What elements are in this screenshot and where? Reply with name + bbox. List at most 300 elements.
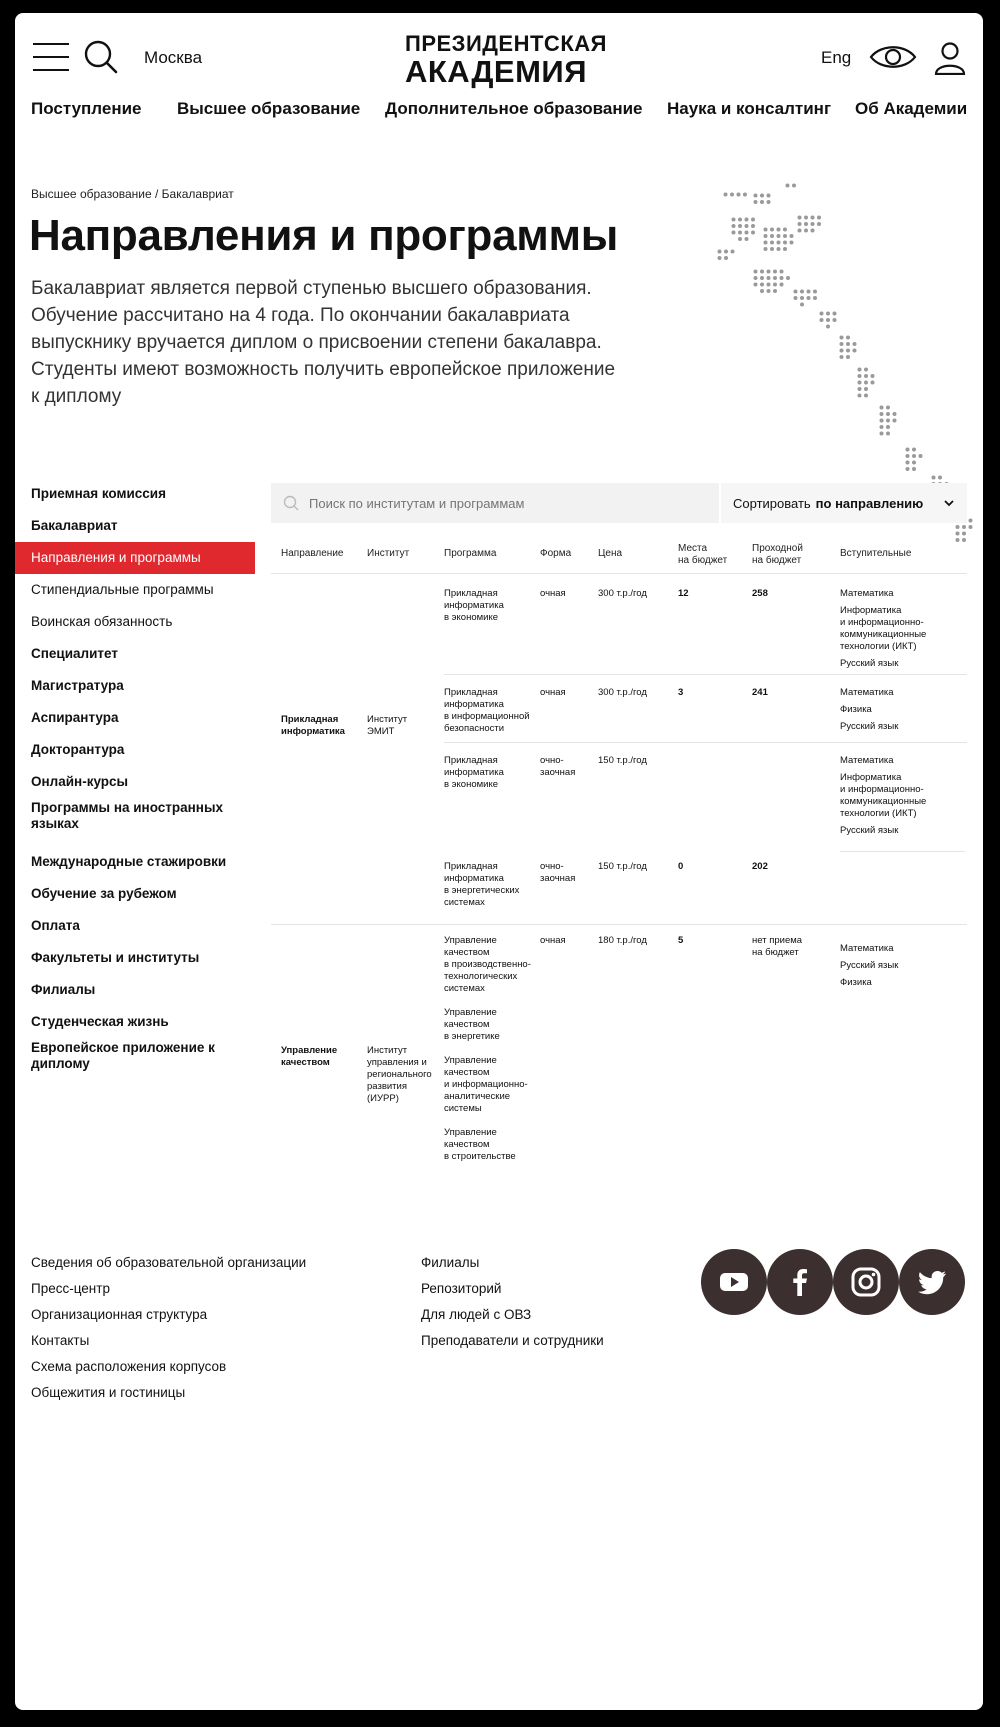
score-cell: 241	[752, 687, 768, 698]
map-dot	[906, 461, 910, 465]
map-dot	[932, 476, 936, 480]
footer-link[interactable]: Сведения об образовательной организации	[31, 1255, 307, 1270]
sidebar-item-directions[interactable]: Направления и программы	[15, 542, 255, 574]
places-cell: 3	[678, 687, 684, 698]
sidebar-item-branches[interactable]: Филиалы	[31, 982, 96, 997]
column-header-direction: Направление	[281, 548, 344, 559]
map-dot	[773, 283, 777, 287]
map-dot	[760, 283, 764, 287]
form-cell: очная	[540, 588, 566, 599]
map-dot	[786, 184, 790, 188]
map-dot	[912, 454, 916, 458]
cell-line: информатика	[444, 767, 504, 778]
page-frame	[15, 13, 983, 1710]
youtube-icon	[717, 1265, 751, 1299]
sort-label: Сортировать	[733, 495, 811, 511]
cell-line: и информационно-	[840, 617, 924, 628]
map-dot	[956, 525, 960, 529]
cell-line: информатика	[281, 726, 345, 737]
header-line: Места	[678, 543, 708, 554]
cell-line: технологических	[444, 971, 518, 982]
sidebar-item-internships[interactable]: Международные стажировки	[31, 854, 227, 869]
cell-line: Управление	[444, 1007, 497, 1018]
twitter-icon	[915, 1265, 949, 1299]
map-dot	[880, 406, 884, 410]
logo-line-1: ПРЕЗИДЕНТСКАЯ	[405, 31, 607, 56]
direction-cell	[281, 714, 345, 738]
map-dot	[864, 394, 868, 398]
divider	[271, 573, 967, 574]
cell-line: Физика	[840, 977, 872, 988]
map-dot	[792, 184, 796, 188]
sidebar-item-master[interactable]: Магистратура	[31, 678, 124, 693]
cell-line: коммуникационные	[840, 796, 927, 807]
map-dot	[745, 237, 749, 241]
map-dot	[800, 303, 804, 307]
map-dot	[780, 270, 784, 274]
map-dot	[880, 412, 884, 416]
map-dot	[846, 355, 850, 359]
cell-line: системах	[444, 897, 485, 908]
column-header-passing-score	[752, 543, 803, 567]
map-dot	[760, 194, 764, 198]
map-dot	[817, 216, 821, 220]
map-dot	[858, 394, 862, 398]
divider	[271, 924, 967, 925]
footer-link[interactable]: Контакты	[31, 1333, 90, 1348]
footer-link[interactable]: Преподаватели и сотрудники	[421, 1333, 604, 1348]
map-dot	[738, 218, 742, 222]
intro-line: Обучение рассчитано на 4 года. По окончании бакалавриата	[31, 305, 570, 326]
map-dot	[826, 325, 830, 329]
divider	[444, 674, 967, 675]
map-dot	[962, 538, 966, 542]
cell-line: качеством	[444, 1019, 490, 1030]
map-dot	[858, 368, 862, 372]
cell-line: Информатика	[840, 772, 902, 783]
map-dot	[811, 229, 815, 233]
map-dot	[938, 476, 942, 480]
chevron-down-icon	[943, 497, 955, 509]
map-dot	[745, 231, 749, 235]
price-cell: 150 т.р./год	[598, 861, 647, 872]
map-dot	[871, 374, 875, 378]
page-title: Направления и программы	[29, 211, 619, 260]
column-header-places	[678, 543, 727, 567]
map-dot	[798, 222, 802, 226]
footer-link[interactable]: Организационная структура	[31, 1307, 208, 1322]
map-dot	[807, 290, 811, 294]
cell-line: информатика	[444, 873, 504, 884]
map-dot	[731, 250, 735, 254]
sidebar-item-payment[interactable]: Оплата	[31, 918, 80, 933]
search-bar	[271, 483, 719, 523]
cell-line: Прикладная	[444, 588, 498, 599]
map-dot	[786, 276, 790, 280]
program-cell[interactable]	[444, 588, 504, 624]
facebook-icon	[783, 1265, 817, 1299]
menu-icon[interactable]	[33, 43, 69, 71]
map-dot	[767, 276, 771, 280]
cell-line: нет приема	[752, 935, 803, 946]
score-cell: 202	[752, 861, 768, 872]
cell-line: Информатика	[840, 605, 902, 616]
program-cell[interactable]	[444, 861, 519, 909]
map-dot	[760, 289, 764, 293]
map-dot	[840, 342, 844, 346]
cell-line: Математика	[840, 755, 894, 766]
map-dot	[912, 448, 916, 452]
cell-line: Институт	[367, 714, 408, 725]
cell-line: информатика	[444, 699, 504, 710]
facebook-button[interactable]	[767, 1249, 833, 1315]
cell-line: Институт	[367, 1045, 408, 1056]
map-dot	[804, 216, 808, 220]
cell-line: заочная	[540, 873, 576, 884]
sidebar-item-foreign-languages[interactable]: Программы на иностранных языках	[31, 800, 223, 831]
map-dot	[773, 289, 777, 293]
map-dot	[738, 231, 742, 235]
map-dot	[840, 349, 844, 353]
nav-additional-education[interactable]: Дополнительное образование	[385, 99, 643, 118]
map-dot	[754, 283, 758, 287]
map-dot	[804, 222, 808, 226]
sidebar-item-online-courses[interactable]: Онлайн-курсы	[31, 774, 129, 789]
cell-line: и информационно-	[444, 1079, 528, 1090]
map-dot	[804, 229, 808, 233]
map-dot	[893, 419, 897, 423]
breadcrumb[interactable]: Высшее образование / Бакалавриат	[31, 187, 234, 201]
price-cell: 180 т.р./год	[598, 935, 647, 946]
map-dot	[732, 231, 736, 235]
cell-line: управления и	[367, 1057, 427, 1068]
cell-line: Математика	[840, 943, 894, 954]
intro-line: Студенты имеют возможность получить европейское приложение	[31, 359, 616, 380]
map-dot	[864, 381, 868, 385]
instagram-button[interactable]	[833, 1249, 899, 1315]
sidebar-item-scholarships[interactable]: Стипендиальные программы	[31, 582, 214, 597]
form-cell	[540, 755, 575, 779]
sidebar-item-bachelor[interactable]: Бакалавриат	[31, 518, 118, 533]
map-dot	[745, 218, 749, 222]
map-dot	[956, 532, 960, 536]
column-header-form: Форма	[540, 548, 572, 559]
cell-line: в экономике	[444, 612, 498, 623]
exams-cell	[840, 588, 926, 670]
intro-text	[31, 275, 681, 410]
map-dot	[833, 318, 837, 322]
cell-line: Физика	[840, 704, 872, 715]
cell-line: Русский язык	[840, 721, 899, 732]
sidebar-item-specialist[interactable]: Специалитет	[31, 646, 118, 661]
map-dot	[880, 419, 884, 423]
map-dot	[773, 270, 777, 274]
footer-link[interactable]: Пресс-центр	[31, 1281, 110, 1296]
map-dot	[840, 355, 844, 359]
places-cell: 5	[678, 935, 684, 946]
sidebar-item-military[interactable]: Воинская обязанность	[31, 614, 173, 629]
map-dot	[817, 222, 821, 226]
search-input[interactable]	[307, 495, 711, 512]
column-header-institute: Институт	[367, 548, 410, 559]
map-dot	[764, 247, 768, 251]
map-dot	[886, 432, 890, 436]
map-dot	[813, 296, 817, 300]
cell-line: в информационной	[444, 711, 530, 722]
map-dot	[800, 290, 804, 294]
map-dot	[811, 216, 815, 220]
cell-line: в строительстве	[444, 1151, 516, 1162]
map-dot	[820, 318, 824, 322]
cell-line: Управление	[444, 1055, 497, 1066]
price-cell: 150 т.р./год	[598, 755, 647, 766]
price-cell: 300 т.р./год	[598, 588, 647, 599]
map-dot	[764, 228, 768, 232]
program-cell[interactable]	[444, 1055, 528, 1115]
map-dot	[790, 234, 794, 238]
map-dot	[767, 289, 771, 293]
map-dot	[767, 200, 771, 204]
cell-line: системах	[444, 983, 485, 994]
map-dot	[783, 234, 787, 238]
map-dot	[743, 193, 747, 197]
cell-line: в энергетике	[444, 1031, 500, 1042]
map-dot	[820, 312, 824, 316]
cell-line: системы	[444, 1103, 482, 1114]
map-dot	[760, 276, 764, 280]
cell-line: технологии (ИКТ)	[840, 641, 917, 652]
program-cell[interactable]	[444, 935, 531, 995]
footer-link[interactable]: Филиалы	[421, 1255, 480, 1270]
map-dot	[794, 296, 798, 300]
map-dot	[886, 412, 890, 416]
sidebar-item-doctorate[interactable]: Докторантура	[31, 742, 125, 757]
cell-line: Управление	[281, 1045, 338, 1056]
map-dot	[864, 368, 868, 372]
map-dot	[886, 419, 890, 423]
sidebar-item-postgraduate[interactable]: Аспирантура	[31, 710, 119, 725]
cell-line: аналитические	[444, 1091, 511, 1102]
cell-line: Прикладная	[444, 755, 498, 766]
map-dot	[764, 241, 768, 245]
map-dot	[886, 406, 890, 410]
map-dot	[807, 296, 811, 300]
map-dot	[840, 336, 844, 340]
footer-link[interactable]: Общежития и гостиницы	[31, 1385, 186, 1400]
user-icon[interactable]	[933, 41, 967, 75]
footer-link[interactable]: Для людей с ОВЗ	[421, 1307, 532, 1322]
cell-line: Русский язык	[840, 658, 899, 669]
map-dot	[893, 412, 897, 416]
map-dot	[754, 200, 758, 204]
map-dot	[813, 290, 817, 294]
intro-line: к диплому	[31, 386, 122, 407]
map-dot	[794, 290, 798, 294]
cell-line: в экономике	[444, 779, 498, 790]
form-cell: очная	[540, 935, 566, 946]
cell-line: Русский язык	[840, 825, 899, 836]
map-dot	[969, 525, 973, 529]
map-dot	[826, 312, 830, 316]
divider	[444, 742, 967, 743]
map-dot	[754, 276, 758, 280]
map-dot	[777, 241, 781, 245]
search-icon[interactable]	[283, 495, 299, 511]
map-dot	[777, 247, 781, 251]
cell-line: в энергетических	[444, 885, 520, 896]
map-dot	[853, 342, 857, 346]
program-cell[interactable]	[444, 687, 530, 735]
search-icon[interactable]	[83, 39, 119, 75]
price-cell: 300 т.р./год	[598, 687, 647, 698]
map-dot	[906, 454, 910, 458]
map-dot	[962, 532, 966, 536]
map-dot	[783, 247, 787, 251]
cell-line: технологии (ИКТ)	[840, 808, 917, 819]
direction-cell	[281, 1045, 337, 1069]
cell-line: Прикладная	[444, 861, 498, 872]
map-dot	[846, 342, 850, 346]
cell-line: (ИУРР)	[367, 1093, 399, 1104]
map-dot	[833, 312, 837, 316]
cell-line: и информационно-	[840, 784, 924, 795]
map-dot	[853, 349, 857, 353]
cell-line: Управление	[444, 935, 497, 946]
cell-line: качеством	[444, 1139, 490, 1150]
cell-line: Управление	[444, 1127, 497, 1138]
logo-line-2: АКАДЕМИЯ	[405, 54, 587, 89]
twitter-button[interactable]	[899, 1249, 965, 1315]
nav-admission[interactable]: Поступление	[31, 99, 142, 118]
program-cell[interactable]	[444, 755, 504, 791]
column-header-exams: Вступительные	[840, 548, 912, 559]
map-dot	[718, 250, 722, 254]
sidebar-item-faculties[interactable]: Факультеты и институты	[31, 950, 200, 965]
map-dot	[858, 374, 862, 378]
exams-cell	[840, 687, 898, 733]
language-switch[interactable]: Eng	[821, 48, 852, 67]
cell-line: в производственно-	[444, 959, 531, 970]
map-dot	[718, 256, 722, 260]
cell-line: развития	[367, 1081, 407, 1092]
map-dot	[760, 200, 764, 204]
column-header-program: Программа	[444, 548, 497, 559]
sort-dropdown[interactable]	[721, 483, 967, 523]
map-dot	[956, 538, 960, 542]
intro-line: выпускнику вручается диплом о присвоении степени бакалавра.	[31, 332, 602, 353]
map-dot	[732, 218, 736, 222]
map-dot	[745, 224, 749, 228]
map-dot	[800, 296, 804, 300]
exams-cell	[840, 755, 926, 837]
nav-about[interactable]: Об Академии	[855, 99, 968, 118]
cell-line: безопасности	[444, 723, 505, 734]
map-dot	[906, 448, 910, 452]
map-dot	[767, 283, 771, 287]
youtube-button[interactable]	[701, 1249, 767, 1315]
header-line: на бюджет	[678, 555, 728, 566]
cell-line: Математика	[840, 588, 894, 599]
divider	[840, 851, 965, 852]
institute-cell	[367, 714, 407, 738]
institute-cell	[367, 1045, 432, 1105]
map-dot	[724, 193, 728, 197]
map-dot	[798, 216, 802, 220]
map-dot	[770, 241, 774, 245]
map-dot	[912, 461, 916, 465]
cell-line: Русский язык	[840, 960, 899, 971]
footer-link[interactable]: Схема расположения корпусов	[31, 1359, 227, 1374]
eye-icon[interactable]	[869, 41, 917, 73]
map-dot	[777, 234, 781, 238]
places-cell: 0	[678, 861, 684, 872]
map-dot	[767, 194, 771, 198]
city-selector[interactable]: Москва	[144, 48, 203, 67]
places-cell: 12	[678, 588, 689, 599]
map-dot	[751, 231, 755, 235]
cell-line: заочная	[540, 767, 576, 778]
program-cell[interactable]	[444, 1007, 500, 1043]
exams-cell	[840, 943, 898, 989]
map-dot	[770, 247, 774, 251]
logo[interactable]	[405, 31, 607, 89]
map-dot	[730, 193, 734, 197]
map-dot	[886, 425, 890, 429]
cell-line: коммуникационные	[840, 629, 927, 640]
map-dot	[754, 194, 758, 198]
cell-line: очно-	[540, 861, 564, 872]
map-dot	[846, 349, 850, 353]
sidebar-item-study-abroad[interactable]: Обучение за рубежом	[31, 886, 177, 901]
map-dot	[737, 193, 741, 197]
map-dot	[751, 218, 755, 222]
map-dot	[790, 241, 794, 245]
sidebar-item-admission-office[interactable]: Приемная комиссия	[31, 486, 166, 501]
map-dot	[724, 250, 728, 254]
map-dot	[770, 228, 774, 232]
map-dot	[764, 234, 768, 238]
form-cell	[540, 861, 575, 885]
nav-science[interactable]: Наука и консалтинг	[667, 99, 832, 118]
cell-line: Прикладная	[444, 687, 498, 698]
cell-line: очно-	[540, 755, 564, 766]
footer-link[interactable]: Репозиторий	[421, 1281, 502, 1296]
map-dot	[880, 425, 884, 429]
map-dot	[738, 237, 742, 241]
program-cell[interactable]	[444, 1127, 516, 1163]
map-dot	[770, 234, 774, 238]
instagram-icon	[849, 1265, 883, 1299]
map-dot	[826, 318, 830, 322]
cell-line: регионального	[367, 1069, 432, 1080]
map-dot	[871, 381, 875, 385]
map-dot	[864, 387, 868, 391]
map-dot	[906, 467, 910, 471]
map-dot	[754, 270, 758, 274]
sidebar-item-student-life[interactable]: Студенческая жизнь	[31, 1014, 169, 1029]
score-cell: 258	[752, 588, 768, 599]
cell-line: качеством	[444, 947, 490, 958]
sidebar-item-diploma-supplement[interactable]: Европейское приложение к диплому	[31, 1040, 215, 1071]
map-dot	[773, 276, 777, 280]
map-dot	[732, 224, 736, 228]
map-dot	[811, 222, 815, 226]
cell-line: ЭМИТ	[367, 726, 395, 737]
intro-line: Бакалавриат является первой ступенью высшего образования.	[31, 278, 592, 299]
map-dot	[919, 454, 923, 458]
cell-line: Математика	[840, 687, 894, 698]
nav-higher-education[interactable]: Высшее образование	[177, 99, 361, 118]
